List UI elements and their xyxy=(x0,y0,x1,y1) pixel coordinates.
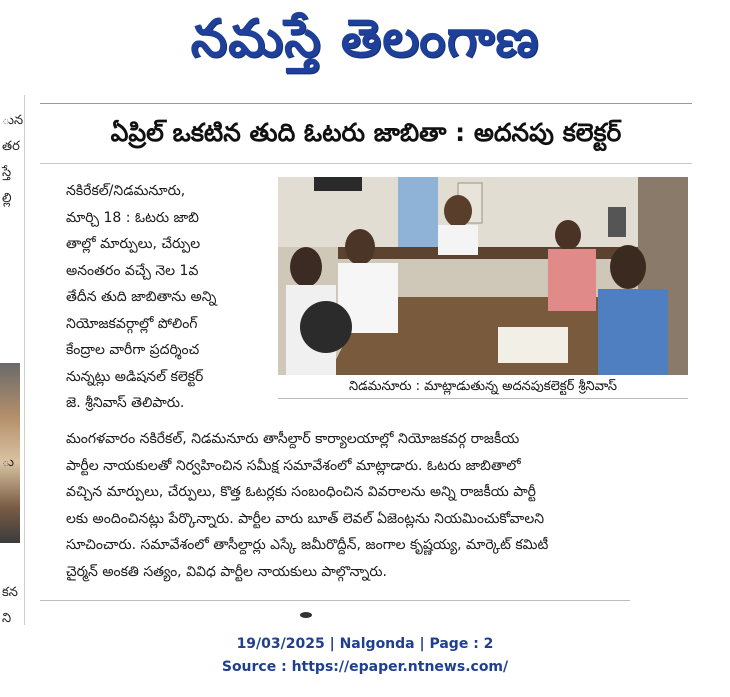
divider xyxy=(40,103,692,104)
text-line: నియోజకవర్గాల్లో పోలింగ్ xyxy=(66,315,198,332)
footer-edition-info: 19/03/2025 | Nalgonda | Page : 2 xyxy=(236,636,494,652)
article-headline: ఏప్రిల్ ఒకటిన తుది ఓటరు జాబితా : అదనపు కలెక్టర్ xyxy=(110,118,622,147)
text-line: తేదీన తుది జాబితాను అన్ని xyxy=(66,289,217,305)
text-line: చైర్మన్ అంకతి సత్యం, వివిధ పార్టీల నాయకులు పాల్గొన్నారు. xyxy=(66,563,387,580)
text-line: తాల్లో మార్పులు, చేర్పుల xyxy=(66,236,201,252)
adjacent-column-strip xyxy=(0,95,25,625)
text-line: అనంతరం వచ్చే నెల 1వ xyxy=(66,262,199,279)
text-line: నున్నట్లు అడిషనల్ కలెక్టర్ xyxy=(66,368,204,385)
adjacent-fragment: ు xyxy=(2,455,15,470)
divider xyxy=(40,600,630,601)
divider xyxy=(40,163,692,164)
text-line: నకిరేకల్/నిడమనూరు, xyxy=(66,183,186,199)
adjacent-fragment: ున xyxy=(2,113,24,128)
newspaper-title: నమస్తే తెలంగాణ xyxy=(190,9,540,69)
article-lead-column xyxy=(66,178,266,417)
adjacent-fragment: ని xyxy=(2,611,12,625)
text-line: లకు అందించినట్లు పేర్కొన్నారు. పార్టీల వారు బూత్ లెవల్ ఏజెంట్లను నియమించుకోవాలని xyxy=(66,510,545,527)
text-line: వచ్చిన మార్పులు, చేర్పులు, కొత్త ఓటర్లకు సంబంధించిన వివరాలను అన్ని రాజకీయ పార్టీ xyxy=(66,484,536,500)
photo-caption: నిడమనూరు : మాట్లాడుతున్న అదనపుకలెక్టర్ శ్రీనివాస్ xyxy=(278,376,688,399)
masthead xyxy=(0,0,730,78)
article-photo xyxy=(278,177,688,375)
adjacent-fragment: ల్లి xyxy=(2,191,12,206)
text-line: మార్చి 18 : ఓటరు జాబి xyxy=(66,209,199,226)
text-line: మంగళవారం నకిరేకల్, నిడమనూరు తాసీల్దార్ కార్యాలయాల్లో నియోజకవర్గ రాజకీయ xyxy=(66,431,520,447)
text-line: కేంద్రాల వారీగా ప్రదర్శించ xyxy=(66,342,200,358)
adjacent-photo-fragment xyxy=(0,363,20,543)
adjacent-fragment: కన xyxy=(2,585,18,600)
footer-source-link[interactable]: Source : https://epaper.ntnews.com/ xyxy=(221,659,509,675)
adjacent-fragment: తర xyxy=(2,139,20,154)
text-line: సూచించారు. సమావేశంలో తాసీల్దార్లు ఎస్కే జమీరొద్దీన్, జంగాల కృష్ణయ్య, మార్కెట్ కమిటీ xyxy=(66,537,549,553)
adjacent-fragment: స్తే xyxy=(2,165,12,180)
text-line: జె. శ్రీనివాస్ తెలిపారు. xyxy=(66,395,185,411)
article-body xyxy=(66,426,694,585)
ornament-icon xyxy=(300,612,312,618)
text-line: పార్టీల నాయకులతో నిర్వహించిన సమీక్ష సమావేశంలో మాట్లాడారు. ఓటరు జాబితాలో xyxy=(66,457,521,474)
meeting-photo-illustration xyxy=(278,177,688,375)
